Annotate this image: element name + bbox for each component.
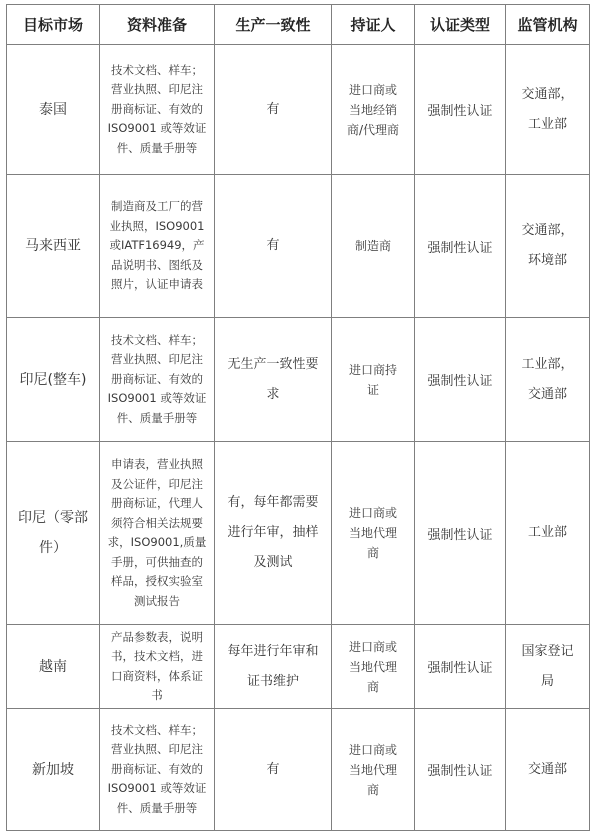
cell-documents: 技术文档、样车；营业执照、印尼注册商标证、有效的 ISO9001 或等效证件、质量手册等 [100, 318, 215, 442]
cell-documents: 技术文档、样车；营业执照、印尼注册商标证、有效的 ISO9001 或等效证件、质量手册等 [100, 709, 215, 831]
cell-holder: 进口商或当地代理商 [332, 442, 415, 625]
cell-authority: 交通部 [506, 709, 590, 831]
cell-market: 印尼（零部件） [7, 442, 100, 625]
cell-authority: 交通部，环境部 [506, 175, 590, 318]
cell-authority: 工业部，交通部 [506, 318, 590, 442]
cell-conformity: 无生产一致性要求 [215, 318, 332, 442]
cell-conformity: 有 [215, 175, 332, 318]
cell-holder: 进口商或当地经销商/代理商 [332, 45, 415, 175]
header-documents: 资料准备 [100, 5, 215, 45]
table-row [7, 625, 590, 709]
cell-documents: 产品参数表，说明书，技术文档，进口商资料，体系证书 [100, 625, 215, 709]
cell-market: 泰国 [7, 45, 100, 175]
table-row [7, 442, 590, 625]
cell-cert-type: 强制性认证 [415, 45, 506, 175]
cell-conformity: 有，每年都需要进行年审，抽样及测试 [215, 442, 332, 625]
cell-authority: 交通部，工业部 [506, 45, 590, 175]
header-row [7, 5, 590, 45]
cell-authority: 国家登记局 [506, 625, 590, 709]
cell-cert-type: 强制性认证 [415, 175, 506, 318]
cell-conformity: 有 [215, 709, 332, 831]
cell-cert-type: 强制性认证 [415, 442, 506, 625]
table-row [7, 175, 590, 318]
table-row [7, 45, 590, 175]
header-target-market: 目标市场 [7, 5, 100, 45]
header-certificate-holder: 持证人 [332, 5, 415, 45]
cell-market: 新加坡 [7, 709, 100, 831]
cell-market: 印尼(整车) [7, 318, 100, 442]
cell-cert-type: 强制性认证 [415, 709, 506, 831]
cell-holder: 进口商或当地代理商 [332, 625, 415, 709]
cell-holder: 进口商持证 [332, 318, 415, 442]
cell-holder: 制造商 [332, 175, 415, 318]
cell-market: 马来西亚 [7, 175, 100, 318]
cell-cert-type: 强制性认证 [415, 318, 506, 442]
cell-documents: 申请表，营业执照及公证件，印尼注册商标证，代理人须符合相关法规要求，ISO9001,质量手册，可供抽查的样品，授权实验室测试报告 [100, 442, 215, 625]
cell-conformity: 有 [215, 45, 332, 175]
table-row [7, 709, 590, 831]
cell-cert-type: 强制性认证 [415, 625, 506, 709]
header-production-conformity: 生产一致性 [215, 5, 332, 45]
cell-documents: 技术文档、样车；营业执照、印尼注册商标证、有效的 ISO9001 或等效证件、质量手册等 [100, 45, 215, 175]
header-regulatory-authority: 监管机构 [506, 5, 590, 45]
cell-documents: 制造商及工厂的营业执照，ISO9001 或IATF16949，产品说明书、图纸及照片，认证申请表 [100, 175, 215, 318]
cell-holder: 进口商或当地代理商 [332, 709, 415, 831]
cell-authority: 工业部 [506, 442, 590, 625]
certification-table [6, 4, 590, 831]
header-certification-type: 认证类型 [415, 5, 506, 45]
table-row [7, 318, 590, 442]
cell-market: 越南 [7, 625, 100, 709]
cell-conformity: 每年进行年审和证书维护 [215, 625, 332, 709]
